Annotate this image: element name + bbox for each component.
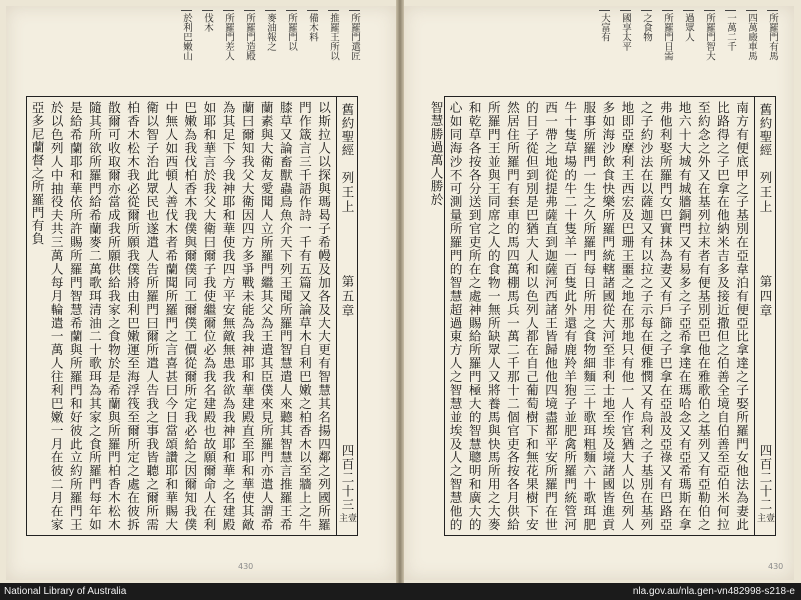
right-body-text: 南方有便底甲之子基別在亞韋泊有便亞比拿達之子娶所羅門女他法為妻此比路得之子巴拿在他納米吉多及接近撒但之伯善全境自伯善至亞伯米何拉至約念之外又在基列拉末者有便基別亞巴他在雅歌伯之基列又有亞勒伯之地六十大城有城牆銅閂又有易多之子亞希拿達在瑪哈念又有亞希瑪斯在拿弗他利娶所羅門女巴實抹為妻又有戶篩之子巴拿在亞設及亞祿又有巴路亞之子約沙法在以薩迦又有以拉之子示每在便雅憫又有烏利之子基別在基列地即亞摩利王西宏及巴珊王噩之地在那地只有他一人作官猶大人以色列人多如海沙飲食快樂所羅門統轄諸國從大河至非利士地至埃及境諸國皆進貢服事所羅門一生之久所羅門每日所用之食物細麵三十歌珥粗麵六十歌珥肥牛十隻草場的牛二十隻羊一百隻此外還有鹿羚羊狍子並肥禽所羅門統管河西一帶之地從提弗薩直到迦薩河西諸王皆歸他他四境盡都平安所羅門在世的日子從但到別是巴猶大人和以色列人都在自己葡萄樹下和無花果樹下安然居住所羅門有套車的馬四萬棚馬兵一萬二千那十二個官吏各按各月供給所羅門王並與王同席之人的食物一無所缺眾人又將養馬與快馬所用之大麥和乾草各按各分送到官吏所在之處神賜給所羅門極大的智慧聰明和廣大的心如同海沙不可測量所羅門的智慧超過東方人之智慧並埃及人之智慧他的智慧勝過萬人勝於 [428,101,749,531]
marginal-note: 大富有 [599,10,610,91]
running-book-title: 舊約聖經 [758,103,773,157]
marginal-note: 過眾人 [683,10,694,91]
pencil-mark-right: 430 [768,562,784,571]
marginal-note: 所羅門日需 [662,10,673,91]
page-number: 四百二十二 [758,443,773,511]
marginal-note: 備木料 [307,10,318,91]
marginal-note: 於利巴嫩山 [181,10,192,91]
book-gutter [396,0,404,583]
left-running-head [336,97,357,535]
marginal-note: 麥油報之 [265,10,276,91]
running-chapter: 第五章 [340,274,355,318]
marginal-note: 所羅門造殿 [244,10,255,91]
printer-mark: 主壹 [757,514,776,524]
marginal-note: 所羅門以 [286,10,297,91]
record-identifier: nla.gov.au/nla.gen-vn482998-s218-e [632,586,795,597]
marginal-note: 國享太平 [620,10,631,91]
page-number: 四百二十三 [340,443,355,511]
marginal-note: 所羅門遣匠 [349,10,360,91]
library-name: National Library of Australia [4,586,127,597]
viewer-footer-bar [0,583,801,600]
left-body-text: 以斯拉人以探與瑪曷子希幔及加各及大大更有智慧其名揚四鄰之列國所羅門作箴言三千語作詩一千有五篇又論草木自利巴嫩之柏香木以至牆上之牛膝草又論畜獸蟲鳥魚介天下列王聞所羅門智慧遣人來聽其智慧言推羅王希蘭素與大衛友愛聞人立所羅門繼其父為王遣其臣僕來見所羅門亦遣人謂希蘭曰爾知我父大衛因四方多爭戰未能為我神耶和華建殿直至耶和華使其敵為其足下今我神耶和華使我四方平安無敵無患我欲為我神耶和華之名建殿如耶和華言於我父大衛曰爾子我使繼爾位必為我名建殿也故願爾命人在利巴嫩為我伐柏香木我僕與爾僕同工爾僕工價從爾所定我必給之因爾知我僕中無人如西頓人善伐木者希蘭聞所羅門之言喜甚曰今日當頌讚耶和華賜大衛以智子治此眾民也遂遣人告所羅門曰爾所遣人告我之事我皆聽之爾所需柏香木松木我必從爾所願我僕將由利巴嫩運至海浮筏至爾所定之處在彼拆散爾可收取爾亦當成我所願供給我家之食物於是希蘭與所羅門柏香木松木隨其所欲所羅門給希蘭麥二萬歌珥清油二十歌珥為其家之食所羅門每年如是給希蘭耶和華依所許賜所羅門智慧希蘭與所羅門和好彼此立約所羅門王於以色列人中抽役夫共三萬人每月輪遣一萬人往利巴嫩一月在彼二月在家亞多尼蘭督之所羅門有負 [29,101,331,531]
marginal-note: 所羅門智大 [704,10,715,91]
running-book-part: 列王上 [340,171,355,215]
right-running-head [754,97,775,535]
printer-mark: 主壹 [339,514,358,524]
running-book-title: 舊約聖經 [340,103,355,157]
right-marginal-notes [448,10,778,90]
marginal-note: 四萬廄車馬 [746,10,757,91]
marginal-note: 之食物 [641,10,652,91]
running-book-part: 列王上 [758,171,773,215]
marginal-note: 推羅王所以 [328,10,339,91]
right-text-frame [428,96,776,536]
pencil-mark-left: 430 [238,562,254,571]
marginal-note: 所羅門有馬 [767,10,778,91]
marginal-note: 所羅門差人 [223,10,234,91]
running-chapter: 第四章 [758,274,773,318]
marginal-note: 伐木 [202,10,213,91]
left-text-frame [26,96,358,536]
left-marginal-notes [30,10,360,90]
marginal-note: 一萬二千 [725,10,736,91]
